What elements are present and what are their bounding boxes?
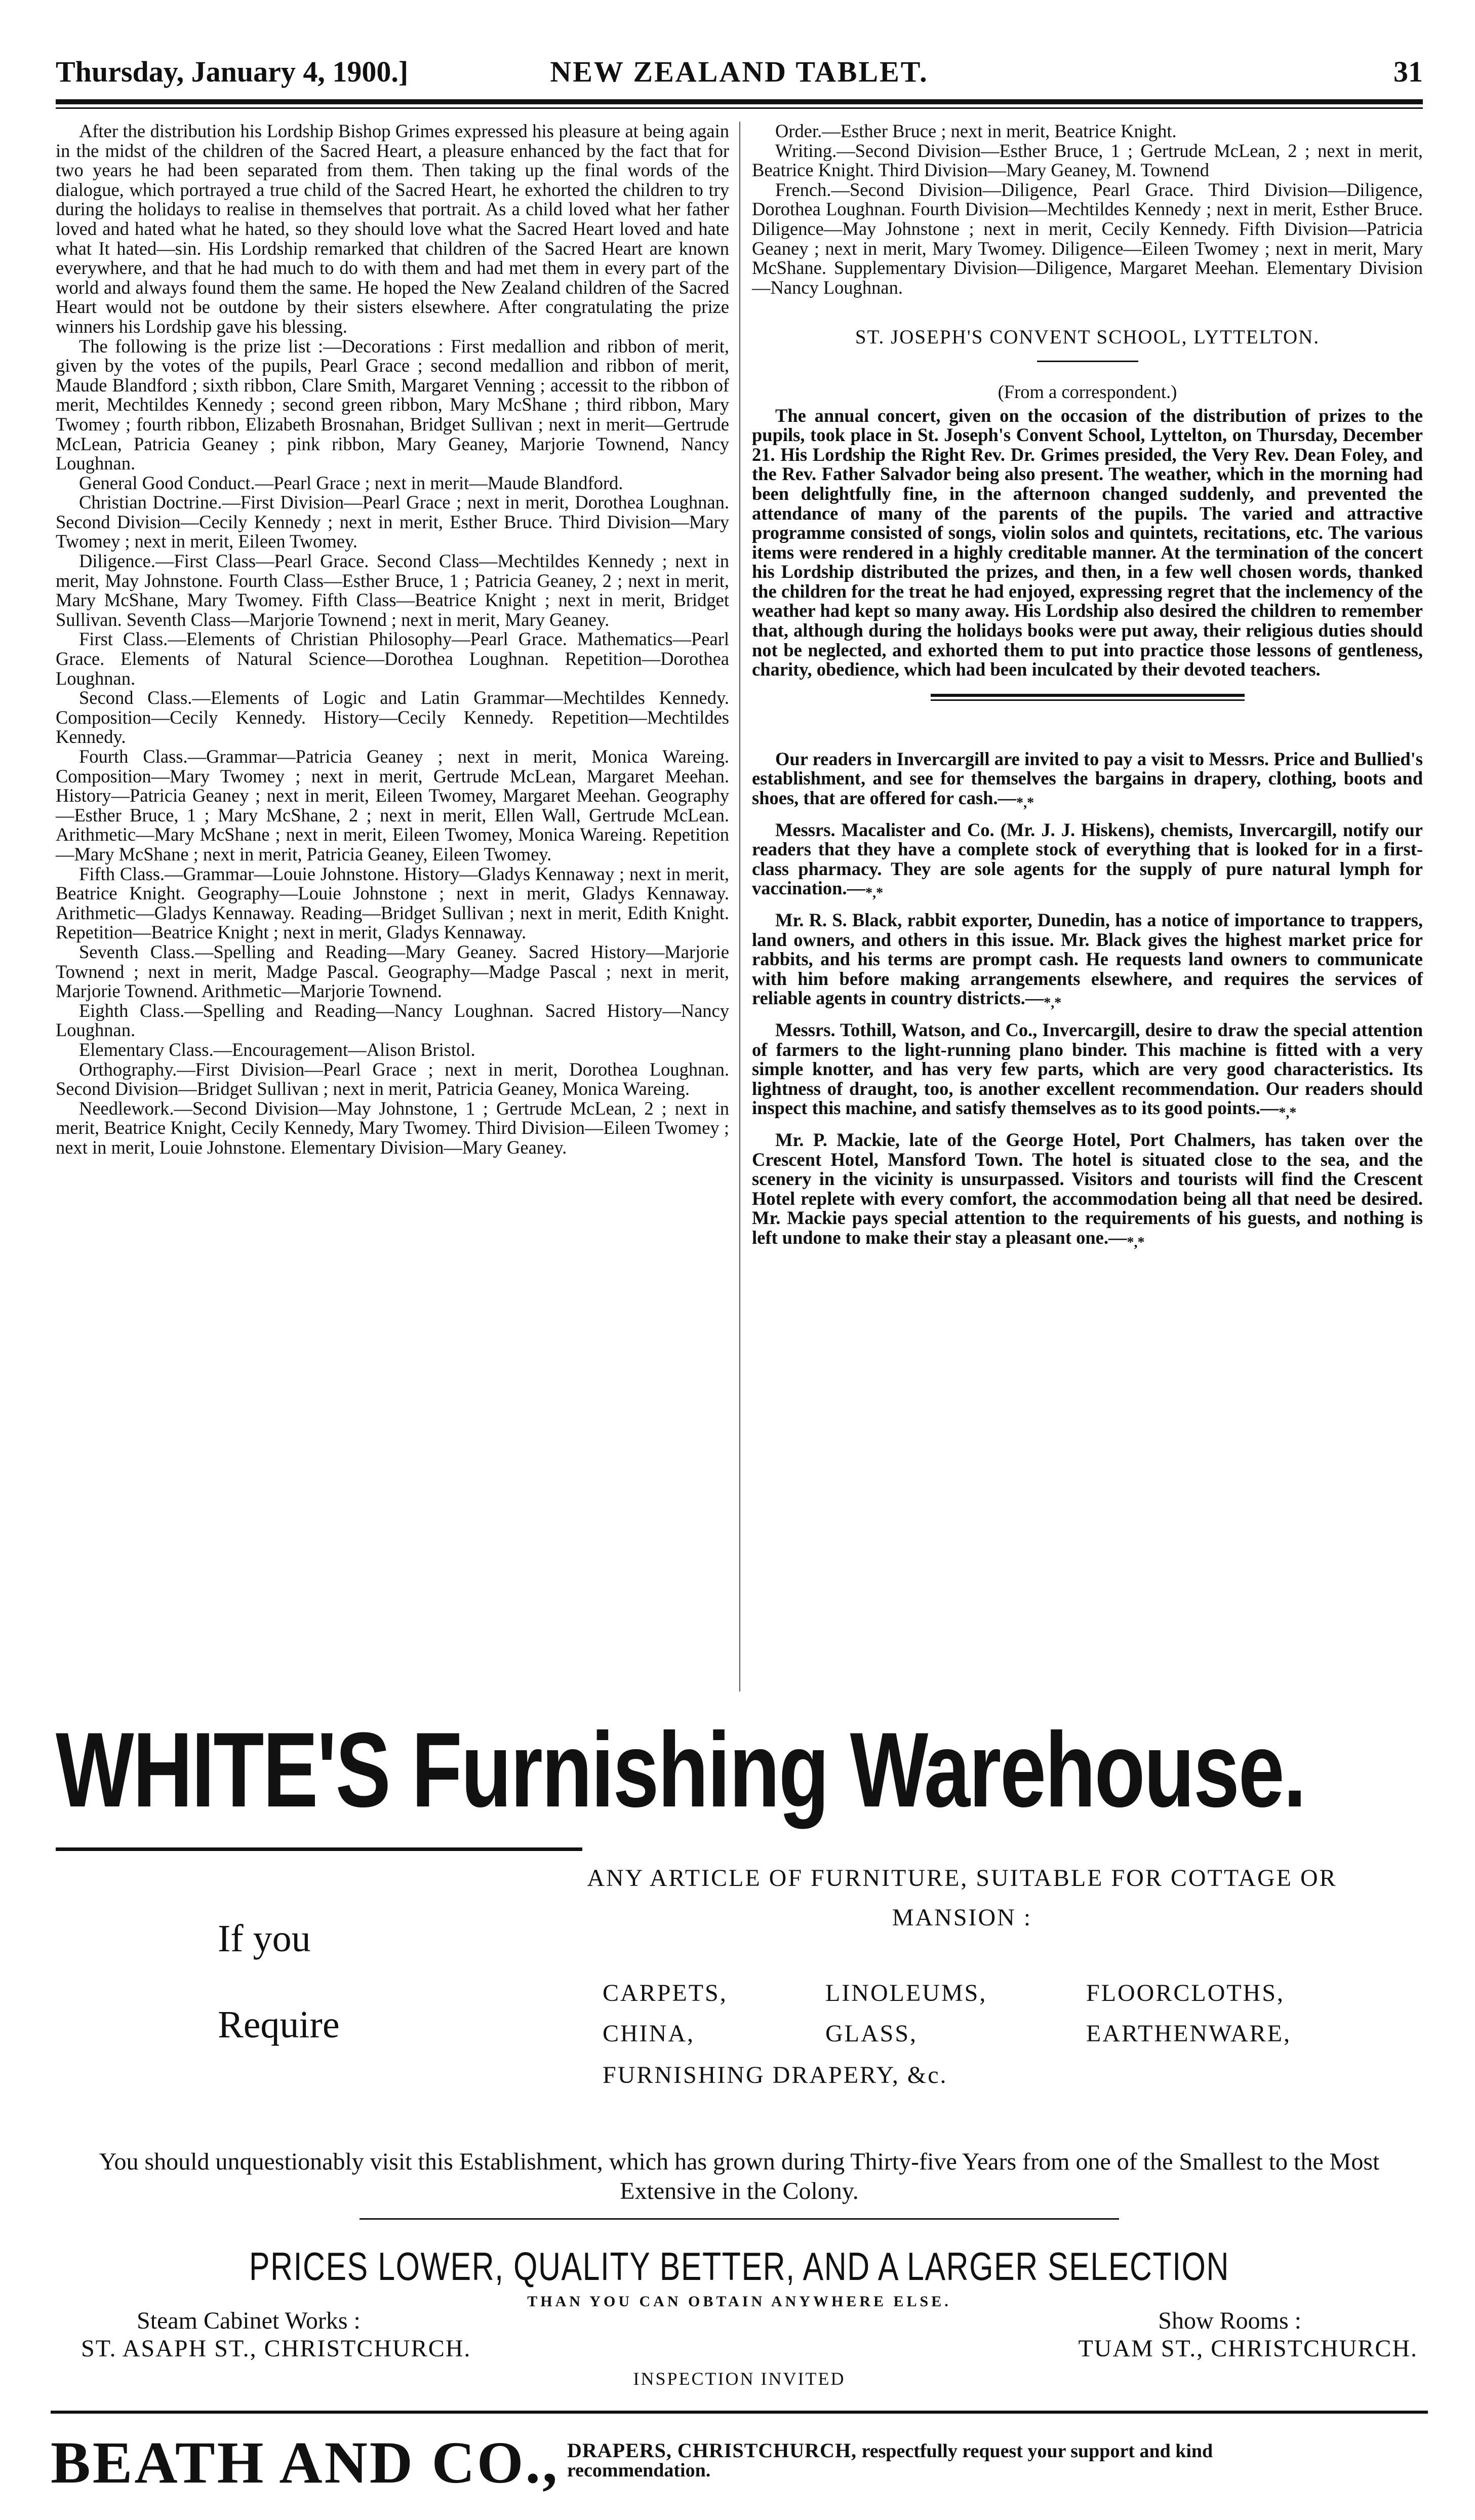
article-paragraph: Order.—Esther Bruce ; next in merit, Beatrice Knight. xyxy=(775,121,1177,141)
article-paragraph: Needlework.—Second Division—May Johnstone, 1 ; Gertrude McLean, 2 ; next in merit, Beatrice Knight, Cecily Kennedy, Mary Twomey. Third Division—Eileen Twomey ; next in merit, Louie Johnstone. Elementary Division—Mary Geaney. xyxy=(56,1097,729,1158)
asterism-icon: *,* xyxy=(1044,995,1062,1011)
article-paragraph: Fifth Class.—Grammar—Louie Johnstone. History—Gladys Kennaway ; next in merit, Beatrice Knight. Geography—Louie Johnstone ; next in merit, Gladys Kennaway. Arithmetic—Gladys Kennaway. Reading—Bridget Sullivan ; next in merit, Edith Knight. Repetition—Beatrice Knight ; next in merit, Gladys Kennaway. xyxy=(56,863,729,943)
ad-header: ANY ARTICLE OF FURNITURE, SUITABLE FOR COTTAGE OR MANSION : xyxy=(587,1865,1337,1931)
article-paragraph: Orthography.—First Division—Pearl Grace ; next in merit, Dorothea Loughnan. Second Division—Bridget Sullivan ; next in merit, Patricia Geaney, Monica Wareing. xyxy=(56,1058,729,1099)
asterism-icon: *,* xyxy=(1016,795,1034,811)
ad-title-rule xyxy=(56,1847,582,1851)
ad-rule xyxy=(360,2218,1119,2220)
notice-item: Mr. R. S. Black, rabbit exporter, Dunedin, has a notice of importance to trappers, land owners, and others in this issue. Mr. Black gives the highest market price for rabbits, and his terms are prompt cash. He requests land owners to communicate with him before making arrangements elsewhere, and requires the services of reliable agents in country districts.—*,* xyxy=(752,910,1423,1011)
goods-item: LINOLEUMS, xyxy=(825,1980,987,2006)
publication-title: NEW ZEALAND TABLET. xyxy=(550,55,929,88)
goods-item: FLOORCLOTHS, xyxy=(1086,1980,1285,2006)
article-paragraph: Eighth Class.—Spelling and Reading—Nancy Loughnan. Sacred History—Nancy Loughnan. xyxy=(56,1000,729,1041)
article-paragraph: Diligence.—First Class—Pearl Grace. Second Class—Mechtildes Kennedy ; next in merit, May Johnstone. Fourth Class—Esther Bruce, 1 ; Patricia Geaney, 2 ; next in merit, Mary McShane, Mary Twomey. Fifth Class—Beatrice Knight ; next in merit, Bridget Sullivan. Seventh Class—Marjorie Townend ; next in merit, Mary Geaney. xyxy=(56,550,729,630)
goods-item: FURNISHING DRAPERY, &c. xyxy=(603,2062,948,2089)
prices-slogan: PRICES LOWER, QUALITY BETTER, AND A LARGER SELECTION xyxy=(249,2244,1230,2289)
right-column xyxy=(752,122,1423,1253)
column-divider xyxy=(739,122,740,1691)
article-paragraph: Elementary Class.—Encouragement—Alison Bristol. xyxy=(79,1039,475,1060)
issue-date: Thursday, January 4, 1900.] xyxy=(56,55,409,88)
visit-text: You should unquestionably visit this Establishment, which has grown during Thirty-five Years from one of the Smallest to the Most Extensive in the Colony. xyxy=(99,2148,1380,2204)
page-number: 31 xyxy=(1393,55,1423,88)
article-paragraph: The annual concert, given on the occasion of the distribution of prizes to the pupils, took place in St. Joseph's Convent School, Lyttelton, on Thursday, December 21. His Lordship the Right Rev. Dr. Grimes presided, the Very Rev. Dean Foley, and the Rev. Father Salvador being also present. The weather, which in the morning had been delightfully fine, in the afternoon changed suddenly, and prevented the attendance of many of the parents of the pupils. The varied and attractive programme consisted of songs, violin solos and quintets, recitations, etc. The various items were rendered in a highly creditable manner. At the termination of the concert his Lordship distributed the prizes, and then, in a few well chosen words, thanked the children for the treat he had enjoyed, expressing regret that the inclemency of the weather had kept so many away. His Lordship also desired the children to remember that, although during the holidays books were put away, their religious duties should not be neglected, and exhorted them to put into practice those lessons of gentleness, charity, obedience, which had been inculcated by their devoted teachers. xyxy=(752,405,1423,680)
goods-item: EARTHENWARE, xyxy=(1086,2020,1292,2047)
article-paragraph: After the distribution his Lordship Bishop Grimes expressed his pleasure at being again in the midst of the children of the Sacred Heart, a pleasure enhanced by the fact that for two years he had been separated from them. Then taking up the final words of the dialogue, which portrayed a true child of the Sacred Heart, he exhorted the children to try during the holidays to realise in themselves that portrait. As a child loved what her father loved and hated what he hated, so they should love what the Sacred Heart loved and hate what It hated—sin. His Lordship remarked that children of the Sacred Heart are known everywhere, and that he had much to do with them and had met them in every part of the world and always found them the same. He hoped the New Zealand children of the Sacred Heart would not be outdone by their sisters elsewhere. After congratulating the prize winners his Lordship gave his blessing. xyxy=(56,121,729,337)
asterism-icon: *,* xyxy=(1279,1105,1297,1121)
header-rule xyxy=(56,99,1423,104)
section-title: ST. JOSEPH'S CONVENT SCHOOL, LYTTELTON. xyxy=(855,326,1320,348)
tagline-text: respectfully request your support and kind xyxy=(861,2440,1213,2462)
notices xyxy=(752,750,1423,1253)
beath-company: BEATH AND CO., xyxy=(51,2429,560,2496)
whites-advertisement xyxy=(51,1710,1423,2517)
running-head xyxy=(56,55,1423,100)
article-paragraph: First Class.—Elements of Christian Philosophy—Pearl Grace. Mathematics—Pearl Grace. Elements of Natural Science—Dorothea Loughnan. Repetition—Dorothea Loughnan. xyxy=(56,628,729,689)
goods-item: CARPETS, xyxy=(603,1980,728,2006)
notice-item: Mr. P. Mackie, late of the George Hotel, Port Chalmers, has taken over the Crescent Hotel, Mansford Town. The hotel is situated close to the sea, and the scenery in the vicinity is unsurpassed. Visitors and tourists will find the Crescent Hotel replete with every comfort, the accommodation being all that need be desired. Mr. Mackie pays special attention to the requirements of his guests, and nothing is left undone to make their stay a pleasant one.—*,* xyxy=(752,1129,1423,1250)
than-text: THAN YOU CAN OBTAIN ANYWHERE ELSE. xyxy=(527,2293,951,2310)
goods-item: CHINA, xyxy=(603,2020,695,2047)
tagline-end: recommendation. xyxy=(567,2460,711,2481)
article-paragraph: Second Class.—Elements of Logic and Latin Grammar—Mechtildes Kennedy. Composition—Cecily Kennedy. History—Cecily Kennedy. Repetition—Mechtildes Kennedy. xyxy=(56,687,729,747)
inspection-text: INSPECTION INVITED xyxy=(633,2369,846,2389)
byline: (From a correspondent.) xyxy=(998,381,1177,402)
works-label: Steam Cabinet Works : xyxy=(137,2307,361,2334)
article-paragraph: French.—Second Division—Diligence, Pearl Grace. Third Division—Diligence, Dorothea Loughnan. Fourth Division—Mechtildes Kennedy ; next in merit, Esther Bruce. Diligence—May Johnstone ; next in merit, Cecily Kennedy. Fifth Division—Patricia Geaney ; next in merit, Mary Twomey. Diligence—Eileen Twomey ; next in merit, Mary McShane. Supplementary Division—Diligence, Margaret Meehan. Elementary Division—Nancy Loughnan. xyxy=(752,179,1423,298)
notice-item: Messrs. Tothill, Watson, and Co., Invercargill, desire to draw the special attention of farmers to the light-running plano binder. This machine is fitted with a very simple knotter, and has very few parts, which are very good characteristics. Its lightness of draught, too, is another excellent recommendation. Our readers should inspect this machine, and satisfy themselves as to its good points.—*,* xyxy=(752,1019,1423,1121)
article-paragraph: Writing.—Second Division—Esther Bruce, 1 ; Gertrude McLean, 2 ; next in merit, Beatrice Knight. Third Division—Mary Geaney, M. Townend xyxy=(752,140,1423,181)
rooms-address: TUAM ST., CHRISTCHURCH. xyxy=(1078,2335,1418,2362)
article-paragraph: Christian Doctrine.—First Division—Pearl Grace ; next in merit, Dorothea Loughnan. Second Division—Cecily Kennedy ; next in merit, Esther Bruce. Third Division—Mary Twomey ; next in merit, Eileen Twomey. xyxy=(56,492,729,552)
works-address: ST. ASAPH ST., CHRISTCHURCH. xyxy=(81,2335,471,2362)
article-paragraph: Seventh Class.—Spelling and Reading—Mary Geaney. Sacred History—Marjorie Townend ; next in merit, Madge Pascal. Geography—Madge Pascal ; next in merit, Marjorie Townend. Arithmetic—Marjorie Townend. xyxy=(56,941,729,1002)
section-divider xyxy=(931,694,1245,701)
article-paragraph: General Good Conduct.—Pearl Grace ; next in merit—Maude Blandford. xyxy=(79,472,623,493)
article-paragraph: The following is the prize list :—Decorations : First medallion and ribbon of merit, given by the votes of the pupils, Pearl Grace ; second medallion and ribbon of merit, Maude Blandford ; sixth ribbon, Clare Smith, Margaret Venning ; accessit to the ribbon of merit, Mechtildes Kennedy ; second green ribbon, Mary McShane ; third ribbon, Mary Twomey ; fourth ribbon, Elizabeth Brosnahan, Bridget Sullivan ; next in merit—Gertrude McLean, Patricia Geaney ; pink ribbon, Mary Geaney, Marjorie Townend, Nancy Loughnan. xyxy=(56,335,729,474)
header-rule-thin xyxy=(56,107,1423,109)
article-paragraph: Fourth Class.—Grammar—Patricia Geaney ; next in merit, Monica Wareing. Composition—Mary Twomey ; next in merit, Gertrude McLean, Margaret Meehan. History—Patricia Geaney ; next in merit, Eileen Twomey, Margaret Meehan. Geography—Esther Bruce, 1 ; Mary McShane, 2 ; next in merit, Ellen Wall, Gertrude McLean. Arithmetic—Mary McShane ; next in merit, Eileen Twomey, Monica Wareing. Repetition—Mary McShane ; next in merit, Patricia Geaney, Eileen Twomey. xyxy=(56,746,729,864)
beath-tagline xyxy=(567,2441,1213,2480)
asterism-icon: *,* xyxy=(865,885,884,901)
ad-title: WHITE'S Furnishing Warehouse. xyxy=(56,1710,1305,1829)
left-column xyxy=(56,122,729,1157)
notice-item: Messrs. Macalister and Co. (Mr. J. J. Hiskens), chemists, Invercargill, notify our readers that they have a complete stock of everything that is looked for in a first-class pharmacy. They are sole agents for the supply of pure natural lymph for vaccination.—*,* xyxy=(752,819,1423,901)
if-you-text: If you xyxy=(218,1917,311,1960)
require-text: Require xyxy=(218,2003,340,2046)
drapers-text: DRAPERS, CHRISTCHURCH, xyxy=(567,2439,857,2462)
rooms-label: Show Rooms : xyxy=(1158,2307,1301,2334)
title-rule xyxy=(1037,361,1138,362)
notice-item: Our readers in Invercargill are invited to pay a visit to Messrs. Price and Bullied's establishment, and see for themselves the bargains in drapery, clothing, boots and shoes, that are offered for cash.—*,* xyxy=(752,748,1423,811)
goods-item: GLASS, xyxy=(825,2020,918,2047)
bottom-rule xyxy=(51,2411,1428,2414)
asterism-icon: *,* xyxy=(1127,1234,1145,1250)
